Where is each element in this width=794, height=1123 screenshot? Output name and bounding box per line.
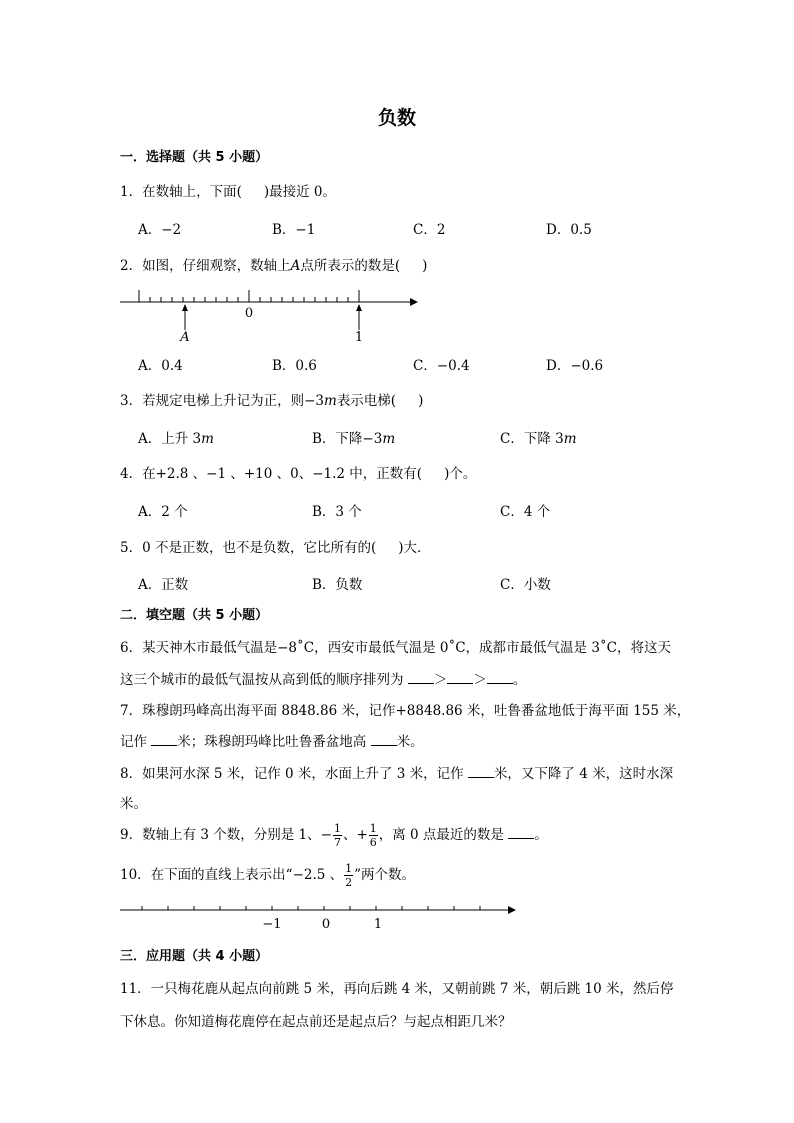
- question-8-line-1: [120, 762, 673, 782]
- question-11-line-2: 下休息。你知道梅花鹿停在起点前还是起点后？与起点相距几米？: [120, 1014, 512, 1030]
- q1-option-c: C．2: [413, 222, 446, 238]
- q9-fraction-2: [369, 822, 378, 849]
- q9-fraction-1: [333, 822, 342, 849]
- q10-axis-arrow: [508, 906, 516, 914]
- q10-label-neg-one: −1: [262, 917, 282, 932]
- section-heading-choice: 一．选择题（共 5 小题）: [120, 150, 269, 165]
- q2-axis-arrow: [410, 298, 418, 306]
- q2-label-one: 1: [354, 330, 364, 345]
- q2-option-d: D．−0.6: [546, 358, 604, 374]
- q3-option-b: [312, 427, 395, 447]
- q6-blank-3[interactable]: [487, 671, 513, 684]
- q9-blank[interactable]: [508, 826, 534, 839]
- question-4: [120, 462, 476, 482]
- q10-fraction: [344, 862, 353, 889]
- question-9: [120, 822, 548, 849]
- q2-option-b: B．0.6: [272, 358, 317, 374]
- q4-option-b: B．3 个: [312, 504, 362, 520]
- q3-option-a-unit: m: [201, 431, 214, 447]
- question-8-line-2: 米。: [120, 796, 147, 812]
- q4-option-a: A．2 个: [138, 504, 188, 520]
- question-4-text: 4．在+2.8 、−1 、+10 、0、−1.2 中，正数有(: [120, 466, 423, 482]
- question-3-text-mid: 表示电梯(: [336, 393, 397, 409]
- q9-fraction-1-num: 1: [333, 822, 341, 835]
- question-9-text-post: ，离 0 点最近的数是: [378, 827, 504, 843]
- question-9-text-mid: 、+: [342, 827, 368, 843]
- question-5-text-end: )大．: [398, 540, 431, 556]
- q10-label-zero: 0: [321, 917, 331, 932]
- q3-option-b-unit: m: [382, 431, 396, 447]
- question-6-line-1: 6．某天神木市最低气温是−8˚C，西安市最低气温是 0˚C，成都市最低气温是 3˚C，将这天: [120, 640, 671, 656]
- question-11-line-1: 11．一只梅花鹿从起点向前跳 5 米，再向后跳 4 米，又朝前跳 7 米，朝后跳 10 米，然后停: [120, 981, 674, 997]
- question-10-text-post: ”两个数。: [354, 867, 416, 883]
- q2-pointer-one-head: [356, 304, 362, 311]
- q8-blank-1[interactable]: [468, 765, 494, 778]
- question-6-text: 这三个城市的最低气温按从高到低的顺序排列为: [120, 672, 404, 688]
- question-7-text-a: 记作: [120, 734, 147, 750]
- question-10-text: 10．在下面的直线上表示出“−2.5 、: [120, 867, 344, 883]
- question-8-text-a: 8．如果河水深 5 米，记作 0 米，水面上升了 3 米，记作: [120, 766, 464, 782]
- question-7-line-1: 7．珠穆朗玛峰高出海平面 8848.86 米，记作+8848.86 米，吐鲁番盆地低于海平面 155 米，: [120, 703, 691, 719]
- q5-option-b: B．负数: [312, 577, 363, 593]
- q2-pointer-a-head: [182, 304, 188, 311]
- question-2-text-mid: 点所表示的数是(: [300, 258, 401, 274]
- q4-option-c: C．4 个: [500, 504, 551, 520]
- q2-ticks: [139, 290, 359, 302]
- section-heading-fill: 二．填空题（共 5 小题）: [120, 608, 269, 623]
- question-2-var: A: [290, 258, 301, 274]
- q5-option-a: A．正数: [138, 577, 189, 593]
- question-9-text: 9．数轴上有 3 个数，分别是 1、−: [120, 827, 332, 843]
- question-8-text-b: 米，又下降了 4 米，这时水深: [493, 766, 674, 782]
- page-title: 负数: [377, 107, 416, 129]
- q10-fraction-den: 2: [345, 876, 353, 889]
- q7-blank-2[interactable]: [371, 733, 397, 746]
- question-2-text: 2．如图，仔细观察，数轴上: [120, 258, 291, 274]
- question-6-line-2: [120, 668, 526, 688]
- q1-option-a: A．−2: [138, 222, 182, 238]
- section-heading-application: 三．应用题（共 4 小题）: [120, 949, 269, 964]
- question-1: [120, 180, 336, 200]
- question-1-text: 1．在数轴上，下面(: [120, 184, 242, 200]
- q5-option-c: C．小数: [500, 577, 551, 593]
- q1-option-d: D．0.5: [546, 222, 592, 238]
- q6-blank-2[interactable]: [447, 671, 473, 684]
- q3-option-a: [138, 427, 214, 447]
- q3-option-c-unit: m: [563, 431, 577, 447]
- question-3-unit: m: [324, 393, 337, 409]
- q1-option-b: B．−1: [272, 222, 316, 238]
- question-7-text-c: 米。: [396, 734, 424, 750]
- q9-fraction-1-den: 7: [333, 836, 341, 849]
- q10-fraction-num: 1: [345, 862, 353, 875]
- q3-option-c: [500, 427, 577, 447]
- question-2: [120, 254, 427, 274]
- question-10: [120, 862, 415, 889]
- q3-option-c-text: C．下降 3: [500, 431, 564, 447]
- question-1-text-end: )最接近 0。: [263, 184, 337, 200]
- q2-label-a: A: [180, 330, 190, 345]
- q10-ticks: [142, 906, 480, 910]
- q6-sep-2: ＞: [473, 672, 487, 688]
- q2-label-zero: 0: [244, 306, 254, 321]
- question-4-text-end: )个。: [444, 466, 477, 482]
- q2-option-c: C．−0.4: [413, 358, 470, 374]
- q2-option-a: A．0.4: [138, 358, 183, 374]
- q6-end: 。: [512, 672, 527, 688]
- q9-fraction-2-num: 1: [369, 822, 377, 835]
- question-3: [120, 389, 423, 409]
- q9-end: 。: [534, 827, 548, 843]
- q6-blank-1[interactable]: [408, 671, 434, 684]
- question-3-text: 3．若规定电梯上升记为正，则−3: [120, 393, 324, 409]
- q2-number-line: [118, 284, 418, 346]
- q6-sep-1: ＞: [433, 672, 448, 688]
- q7-blank-1[interactable]: [151, 733, 177, 746]
- q10-number-line: [118, 900, 520, 936]
- q3-option-a-text: A．上升 3: [138, 431, 202, 447]
- q3-option-b-text: B．下降−3: [312, 431, 383, 447]
- q9-fraction-2-den: 6: [369, 836, 377, 849]
- question-3-text-end: ): [418, 393, 424, 409]
- question-5: [120, 536, 431, 556]
- question-7-text-b: 米；珠穆朗玛峰比吐鲁番盆地高: [177, 734, 367, 750]
- question-5-text: 5．0 不是正数，也不是负数，它比所有的(: [120, 540, 377, 556]
- question-7-line-2: [120, 730, 424, 750]
- q10-label-one: 1: [373, 917, 383, 932]
- question-2-text-end: ): [422, 258, 428, 274]
